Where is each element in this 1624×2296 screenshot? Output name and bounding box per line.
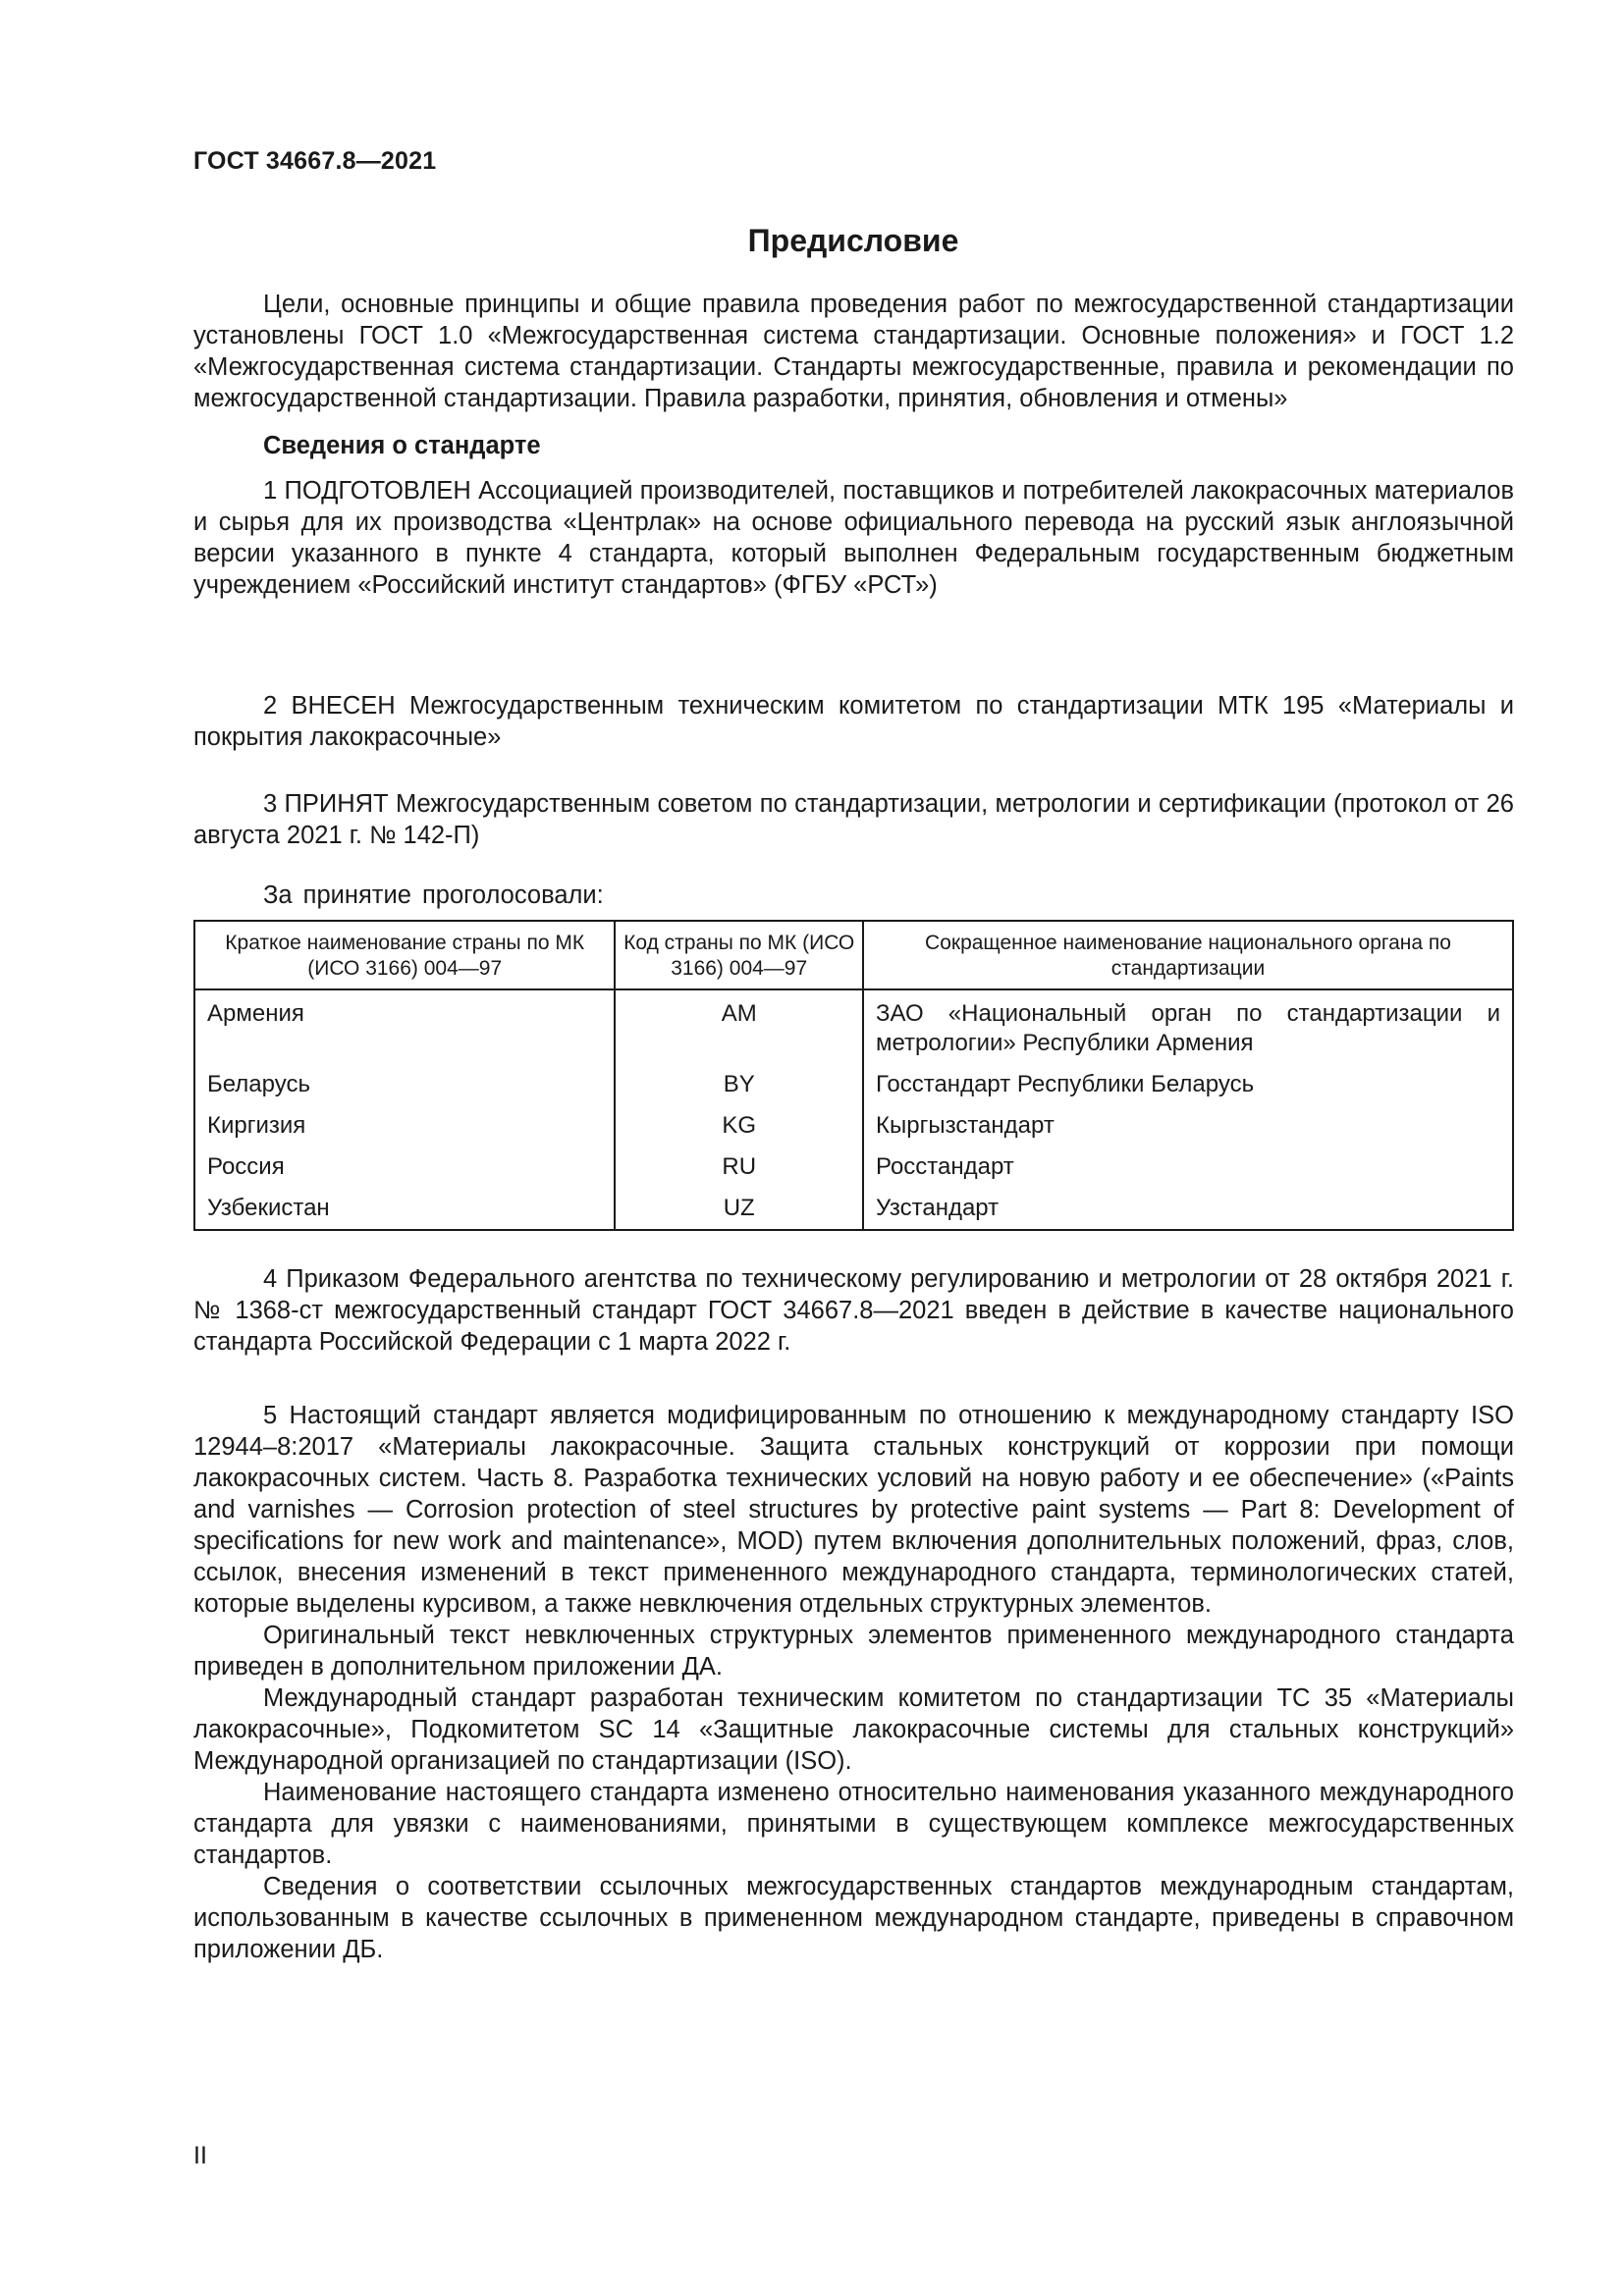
header-national-body: Сокращенное наименование национального органа по стандартизации xyxy=(863,921,1513,989)
item-5-paragraph: 5 Настоящий стандарт является модифицированным по отношению к международному стандарту ISO 12944–8:2017 «Материалы лакокрасочные. Защита стальных конструкций от коррозии при помощи лакокрасочных систем. Часть 8. Разработка технических условий на новую работу и ее обеспечение» («Paints and varnishes — Corrosion protection of steel structures by protective paint systems — Part 8: Development of specifications for new work and maintenance», MOD) путем включения дополнительных положений, фраз, слов, ссылок, внесения изменений в текст примененного международного стандарта, терминологических статей, которые выделены курсивом, а также невключения отдельных структурных элементов. xyxy=(193,1402,1514,1618)
cell-country: Беларусь xyxy=(194,1058,615,1099)
table-row xyxy=(194,1058,1513,1099)
intro-paragraph: Цели, основные принципы и общие правила проведения работ по межгосударственной стандартизации установлены ГОСТ 1.0 «Межгосударственная система стандартизации. Основные положения» и ГОСТ 1.2 «Межгосударственная система стандартизации. Стандарты межгосударственные, правила и рекомендации по межгосударственной стандартизации. Правила разработки, принятия, обновления и отмены» xyxy=(193,291,1514,412)
cell-country: Киргизия xyxy=(194,1099,615,1141)
document-code: ГОСТ 34667.8—2021 xyxy=(193,147,437,175)
item-5-name-change-paragraph: Наименование настоящего стандарта изменено относительно наименования указанного международного стандарта для увязки с наименованиями, принятыми в существующем комплексе межгосударственных стандартов. xyxy=(193,1779,1514,1869)
item-3-block xyxy=(193,788,1514,851)
table-row xyxy=(194,1141,1513,1182)
members-table xyxy=(193,920,1514,1231)
item-5-developer-paragraph: Международный стандарт разработан техническим комитетом по стандартизации ТС 35 «Материалы лакокрасочные», Подкомитетом SC 14 «Защитные лакокрасочные системы для стальных конструкций» Международной организацией по стандартизации (ISO). xyxy=(193,1684,1514,1775)
voted-label: За принятие проголосовали: xyxy=(263,881,604,909)
page-title: Предисловие xyxy=(747,223,959,258)
item-3-paragraph: 3 ПРИНЯТ Межгосударственным советом по стандартизации, метрологии и сертификации (протокол от 26 августа 2021 г. № 142-П) xyxy=(193,790,1514,849)
item-2-paragraph: 2 ВНЕСЕН Межгосударственным техническим комитетом по стандартизации МТК 195 «Материалы и покрытия лакокрасочные» xyxy=(193,692,1514,751)
table-row xyxy=(194,1182,1513,1230)
item-1-paragraph: 1 ПОДГОТОВЛЕН Ассоциацией производителей, поставщиков и потребителей лакокрасочных материалов и сырья для их производства «Центрлак» на основе официального перевода на русский язык англоязычной версии указанного в пункте 4 стандарта, который выполнен Федеральным государственным бюджетным учреждением «Российский институт стандартов» (ФГБУ «РСТ») xyxy=(193,477,1514,599)
cell-national-body: Кыргызстандарт xyxy=(863,1099,1513,1141)
cell-national-body: Росстандарт xyxy=(863,1141,1513,1182)
cell-country: Армения xyxy=(194,989,615,1058)
table-header-row xyxy=(194,921,1513,989)
header-country: Краткое наименование страны по МК (ИСО 3166) 004—97 xyxy=(194,921,615,989)
cell-code: RU xyxy=(615,1141,863,1182)
cell-code: UZ xyxy=(615,1182,863,1230)
page-number: II xyxy=(193,2142,207,2169)
item-5-block xyxy=(193,1400,1514,1965)
table-row xyxy=(194,989,1513,1058)
cell-country: Узбекистан xyxy=(194,1182,615,1230)
header-code: Код страны по МК (ИСО 3166) 004—97 xyxy=(615,921,863,989)
foreword-block-top xyxy=(193,289,1514,601)
cell-national-body: Госстандарт Республики Беларусь xyxy=(863,1058,1513,1099)
item-4-block xyxy=(193,1263,1514,1358)
cell-code: AM xyxy=(615,989,863,1058)
cell-code: BY xyxy=(615,1058,863,1099)
cell-national-body: ЗАО «Национальный орган по стандартизации и метрологии» Республики Армения xyxy=(863,989,1513,1058)
cell-national-body: Узстандарт xyxy=(863,1182,1513,1230)
item-2-block xyxy=(193,690,1514,753)
table-row xyxy=(194,1099,1513,1141)
cell-code: KG xyxy=(615,1099,863,1141)
section-heading: Сведения о стандарте xyxy=(263,432,541,459)
item-5-references-paragraph: Сведения о соответствии ссылочных межгосударственных стандартов международным стандартам, использованным в качестве ссылочных в примененном международном стандарте, приведены в справочном приложении ДБ. xyxy=(193,1873,1514,1963)
item-4-paragraph: 4 Приказом Федерального агентства по техническому регулированию и метрологии от 28 октября 2021 г. № 1368-ст межгосударственный стандарт ГОСТ 34667.8—2021 введен в действие в качестве национального стандарта Российской Федерации с 1 марта 2022 г. xyxy=(193,1265,1514,1356)
cell-country: Россия xyxy=(194,1141,615,1182)
item-5-original-text-paragraph: Оригинальный текст невключенных структурных элементов примененного международного стандарта приведен в дополнительном приложении ДА. xyxy=(193,1622,1514,1681)
